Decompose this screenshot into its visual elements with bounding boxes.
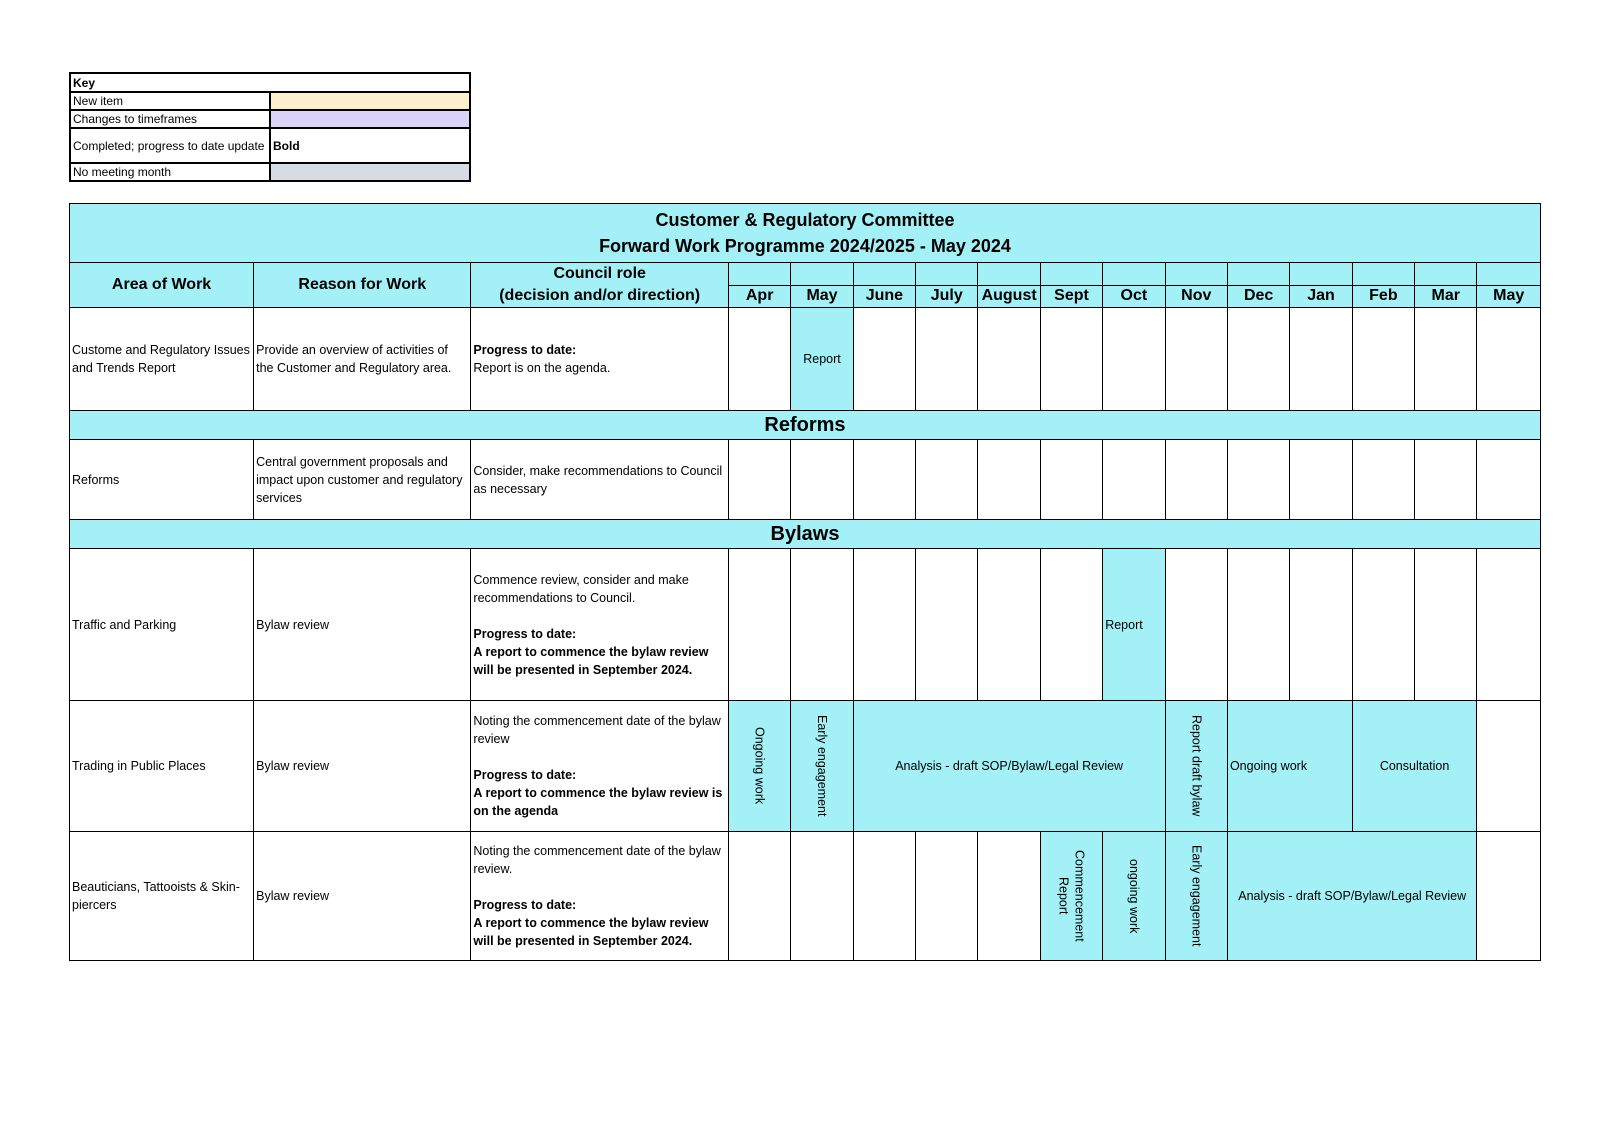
month-dec: Dec — [1227, 285, 1289, 308]
reason-cell: Provide an overview of activities of the Customer and Regulatory area. — [254, 308, 471, 411]
month-cell — [1165, 308, 1227, 411]
month-cell — [1103, 308, 1165, 411]
role-cell — [471, 701, 729, 832]
schedule-report: Report — [791, 308, 853, 411]
month-cell — [1227, 308, 1289, 411]
schedule-early-engagement — [1165, 832, 1227, 961]
schedule-analysis: Analysis - draft SOP/Bylaw/Legal Review — [1227, 832, 1477, 961]
reason-cell: Bylaw review — [254, 549, 471, 701]
area-cell: Traffic and Parking — [70, 549, 254, 701]
header-blank — [1477, 263, 1541, 286]
header-blank — [1352, 263, 1414, 286]
month-cell — [916, 308, 978, 411]
header-blank — [853, 263, 915, 286]
month-cell — [1477, 440, 1541, 520]
month-cell — [791, 549, 853, 701]
month-apr: Apr — [728, 285, 790, 308]
month-cell — [1477, 832, 1541, 961]
header-reason-for-work: Reason for Work — [254, 263, 471, 308]
table-row — [70, 549, 1541, 701]
reason-cell: Central government proposals and impact upon customer and regulatory services — [254, 440, 471, 520]
month-cell — [1477, 549, 1541, 701]
title-line-2: Forward Work Programme 2024/2025 - May 2024 — [599, 236, 1011, 256]
month-cell — [978, 440, 1040, 520]
schedule-ongoing-work — [1103, 832, 1165, 961]
reason-cell: Bylaw review — [254, 701, 471, 832]
role-text: Noting the commencement date of the bylaw review. — [473, 844, 721, 876]
progress-text: Report is on the agenda. — [473, 361, 611, 375]
month-jan: Jan — [1290, 285, 1352, 308]
key-swatch-new-item — [270, 92, 470, 110]
progress-text: A report to commence the bylaw review will be presented in September 2024. — [473, 916, 709, 948]
month-cell — [1415, 549, 1477, 701]
month-cell — [1040, 308, 1102, 411]
month-cell — [791, 832, 853, 961]
month-cell — [853, 549, 915, 701]
key-label-completed: Completed; progress to date update — [70, 128, 270, 163]
month-cell — [728, 549, 790, 701]
month-cell — [853, 308, 915, 411]
month-cell — [853, 832, 915, 961]
month-cell — [1352, 549, 1414, 701]
programme-title — [70, 204, 1541, 263]
schedule-early-engagement-label: Early engagement — [815, 715, 830, 817]
month-cell — [1290, 549, 1352, 701]
key-label-new-item: New item — [70, 92, 270, 110]
month-cell — [1227, 549, 1289, 701]
progress-heading: Progress to date: — [473, 898, 577, 912]
header-council-role-line2: (decision and/or direction) — [499, 287, 701, 304]
header-blank — [916, 263, 978, 286]
month-cell — [1352, 440, 1414, 520]
month-cell — [728, 308, 790, 411]
schedule-commencement-report-label: Commencement Report — [1056, 850, 1087, 942]
section-reforms: Reforms — [70, 411, 1541, 440]
month-cell — [1165, 440, 1227, 520]
header-blank — [791, 263, 853, 286]
role-text: Commence review, consider and make recommendations to Council. — [473, 572, 689, 605]
key-swatch-no-meeting — [270, 163, 470, 181]
table-row — [70, 440, 1541, 520]
month-cell — [728, 832, 790, 961]
schedule-report-draft-bylaw — [1165, 701, 1227, 832]
progress-text: A report to commence the bylaw review is on the agenda — [473, 786, 723, 818]
month-cell — [1165, 549, 1227, 701]
schedule-ongoing-work — [728, 701, 790, 832]
area-cell: Reforms — [70, 440, 254, 520]
header-blank — [1103, 263, 1165, 286]
month-cell — [916, 549, 978, 701]
schedule-report-draft-bylaw-label: Report draft bylaw — [1189, 715, 1204, 817]
progress-text: A report to commence the bylaw review will be presented in September 2024. — [473, 644, 709, 677]
key-value-bold: Bold — [270, 128, 470, 163]
month-cell — [916, 832, 978, 961]
key-label-changes: Changes to timeframes — [70, 110, 270, 128]
header-council-role-line1: Council role — [553, 265, 646, 282]
title-line-1: Customer & Regulatory Committee — [655, 210, 955, 230]
key-label-no-meeting: No meeting month — [70, 163, 270, 181]
schedule-consultation: Consultation — [1352, 701, 1477, 832]
month-feb: Feb — [1352, 285, 1414, 308]
schedule-early-engagement — [791, 701, 853, 832]
month-may: May — [791, 285, 853, 308]
schedule-ongoing-work-label: ongoing work — [1126, 858, 1141, 934]
table-row — [70, 832, 1541, 961]
role-cell — [471, 549, 729, 701]
schedule-analysis: Analysis - draft SOP/Bylaw/Legal Review — [853, 701, 1165, 832]
header-blank — [978, 263, 1040, 286]
month-cell — [1477, 701, 1541, 832]
key-title: Key — [70, 73, 470, 92]
month-cell — [1040, 440, 1102, 520]
month-august: August — [978, 285, 1040, 308]
table-row — [70, 701, 1541, 832]
month-cell — [791, 440, 853, 520]
table-row — [70, 308, 1541, 411]
month-cell — [978, 832, 1040, 961]
header-area-of-work: Area of Work — [70, 263, 254, 308]
area-cell: Beauticians, Tattooists & Skin-piercers — [70, 832, 254, 961]
month-cell — [978, 308, 1040, 411]
header-council-role — [471, 263, 729, 308]
role-cell — [471, 308, 729, 411]
month-may-2025: May — [1477, 285, 1541, 308]
month-cell — [1227, 440, 1289, 520]
progress-heading: Progress to date: — [473, 626, 577, 641]
schedule-ongoing-work-label: Ongoing work — [752, 727, 767, 805]
role-text: Noting the commencement date of the bylaw review — [473, 714, 721, 746]
month-oct: Oct — [1103, 285, 1165, 308]
header-blank — [1040, 263, 1102, 286]
month-cell — [728, 440, 790, 520]
section-bylaws: Bylaws — [70, 520, 1541, 549]
key-swatch-changes — [270, 110, 470, 128]
reason-cell: Bylaw review — [254, 832, 471, 961]
header-blank — [1165, 263, 1227, 286]
header-blank — [1227, 263, 1289, 286]
month-cell — [1477, 308, 1541, 411]
role-cell: Consider, make recommendations to Council as necessary — [471, 440, 729, 520]
month-cell — [978, 549, 1040, 701]
month-cell — [1290, 440, 1352, 520]
month-cell — [1103, 440, 1165, 520]
forward-work-programme-table — [69, 203, 1541, 961]
header-blank — [1290, 263, 1352, 286]
month-cell — [1415, 440, 1477, 520]
schedule-commencement-report — [1040, 832, 1102, 961]
month-cell — [853, 440, 915, 520]
header-blank — [1415, 263, 1477, 286]
key-table — [69, 72, 471, 182]
month-sept: Sept — [1040, 285, 1102, 308]
month-nov: Nov — [1165, 285, 1227, 308]
progress-heading: Progress to date: — [473, 768, 577, 782]
month-cell — [916, 440, 978, 520]
month-cell — [1040, 549, 1102, 701]
schedule-early-engagement-label: Early engagement — [1189, 845, 1204, 947]
role-cell — [471, 832, 729, 961]
month-june: June — [853, 285, 915, 308]
month-cell — [1352, 308, 1414, 411]
schedule-report: Report — [1103, 549, 1165, 701]
progress-heading: Progress to date: — [473, 343, 577, 357]
month-cell — [1415, 308, 1477, 411]
area-cell: Custome and Regulatory Issues and Trends Report — [70, 308, 254, 411]
header-blank — [728, 263, 790, 286]
area-cell: Trading in Public Places — [70, 701, 254, 832]
month-july: July — [916, 285, 978, 308]
schedule-ongoing-work-dec-jan: Ongoing work — [1227, 701, 1352, 832]
month-cell — [1290, 308, 1352, 411]
month-mar: Mar — [1415, 285, 1477, 308]
